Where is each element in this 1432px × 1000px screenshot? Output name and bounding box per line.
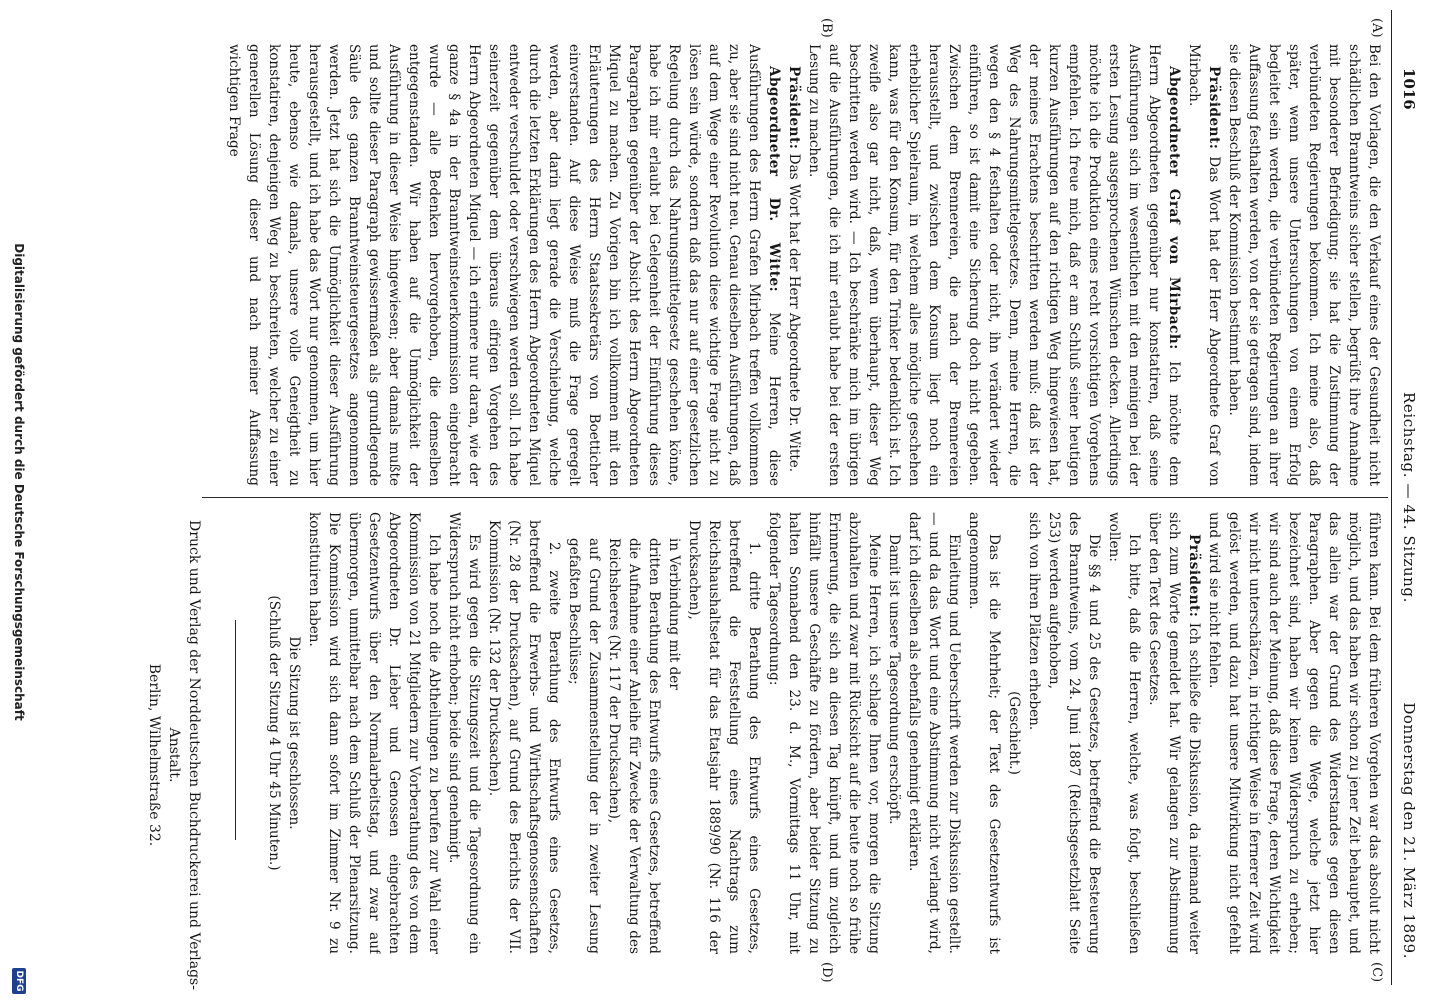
left-text-1: Das Wort hat der Herr Abgeordnete Graf von Mirbach. <box>1186 44 1222 486</box>
right-paragraph-1: führen kann. Bei dem früheren Vorgehen war das absolut nicht möglich, und das haben wir schon zu jener Zeit behauptet, und das allein war der Grund des Widerstandes gegen diesen Paragraphen. Aber gegen die Wege, welche jetzt hier bezeichnet sind, haben wir keinen Widerspruch zu erheben; wir sind auch der Meinung, daß diese Frage, deren Wichtigkeit wir nicht unterschätzen, in richtiger Weise in fernerer Zeit wird gelöst werden, und dazu hat unsere Mitwirkung nicht gefehlt und wird sie nicht fehlen. <box>1206 512 1382 954</box>
right-paragraph-10: Es wird gegen die Sitzungszeit und die Tagesordnung ein Widerspruch nicht erhoben; beide sind genehmigt. <box>446 512 482 954</box>
reaction-note: (Geschieht.) <box>1006 691 1022 775</box>
margin-marker-a: (A) <box>1369 18 1384 38</box>
right-paragraph-5: sich von ihren Plätzen erheben. <box>1026 512 1042 731</box>
left-column <box>214 44 1384 486</box>
agenda-1-number: 1. <box>746 542 762 555</box>
right-paragraph-8: Damit ist unsere Tagesordnung erschöpft. <box>886 534 902 825</box>
digitization-footer <box>8 0 28 1000</box>
left-speaker-line-3 <box>784 44 804 486</box>
right-paragraph-7: Einleitung und Ueberschrift werden zur Diskussion gestellt. — und da das Wort und eine Abstimmung nicht verlangt wird, darf ich dieselben als ebenfalls genehmigt erklären. <box>906 512 962 954</box>
dfg-logo-icon: DFG <box>12 968 26 994</box>
speaker-president: Präsident: <box>1206 66 1222 150</box>
left-paragraph-2: Ich möchte dem Herrn Abgeordneten gegenüber nur konstatiren, daß seine Ausführungen sich im wesentlichen mit den meinigen bei der ersten Lesung ausgesprochenen Wünschen decken. Allerdings möchte ich die Produktion eines recht vorsichtigen Vorgehens empfehlen. Ich freue mich, daß er am Schluß seiner heutigen kurzen Ausführungen auf den richtigen Weg hingewiesen hat, der meines Erachtens beschritten werden muß: daß ist der Weg des Nahrungsmittelgesetzes. Denn, meine Herren, die wegen den § 4 festhalten oder nicht, ihn verändert wieder einführen, so ist damit eine Sicherung doch nicht gegeben. Zwischen dem Brennereien, die nach der Brennereien herausstellt, und zwischen dem Konsum liegt noch ein erheblicher Spielraum, in welchem alles mögliche geschehen kann, was für den Konsum, für den Trinker bedenklich ist. Ich zweifle also gar nicht, daß, wenn überhaupt, dieser Weg beschritten werden wird. — Ich beschränke mich im übrigen auf die Ausführungen, die ich mir erlaubt habe bei der ersten Lesung zu machen. <box>806 44 1182 486</box>
right-paragraph-9: Meine Herren, ich schlage Ihnen vor, morgen die Sitzung abzuhalten und zwar mit Rücksicht auf die heute noch so frühe Erinnerung, die sich an diesen Tag knüpft, und um zugleich hinfällt unsere Geschäfte zu fördern, aber beider Sitzung zu halten Sonnabend den 23. d. M., Vormittags 11 Uhr, mit folgender Tagesordnung: <box>766 512 882 954</box>
agenda-1-sub-2: dritten Berathung des Entwurfs eines Gesetzes, betreffend die Aufnahme einer Anleihe für Zwecke der Verwaltung des Reichsheeres (Nr. 117 der Drucksachen), <box>606 538 662 954</box>
agenda-1-sub-3: auf Grund der Zusammenstellung der in zweiter Lesung gefaßten Beschlüsse; <box>566 538 602 954</box>
right-paragraph-11: Ich habe noch die Abtheilungen zu berufen zur Wahl einer Kommission von 21 Mitgliedern zur Vorberathung des von dem Abgeordneten Dr. Lieber und Genossen eingebrachten Gesetzentwurfs über den Normalarbeitstag, und zwar auf übermorgen, unmittelbar nach dem Schluß der Plenarsitzung. Die Kommission wird sich dann sofort im Zimmer Nr. 9 zu konstituiren haben. <box>306 512 442 954</box>
left-paragraph-3: Meine Herren, diese Ausführungen des Herrn Grafen Mirbach treffen vollkommen zu, aber sie sind nicht neu. Genau dieselben Ausführungen, daß auf dem Wege einer Revolution diese wichtige Frage nicht zu lösen sein würde, sondern daß das nur auf einer gesetzlichen Regelung durch das Nahrungsmittelgesetz geschehen könne, habe ich mir erlaubt bei Gelegenheit der Einführung dieses Paragraphen gegenüber der Absicht des Herrn Abgeordneten Miquel zu machen. Zu Vorigen bin ich vollkommen mit den Erläuterungen des Herrn Staatssekretärs von Boetticher einverstanden. Auf diese Weise muß die Frage geregelt werden, aber darin liegt gerade die Verschiebung, welche durch die letzten Erklärungen des Herrn Abgeordneten Miquel entweder verschuldet oder verschwiegen werden soll. Ich habe seinerzeit gegenüber dem überaus eifrigen Vorgehen des Herrn Abgeordneten Miquel — ich erinnere nur daran, wie der ganze § 4a in der Branntweinsteuerkommission eingebracht wurde — alle Bedenken hervorgehoben, die demselben entgegenstanden. Wir haben auf die Unmöglichkeit der Ausführung in dieser Weise hingewiesen; aber damals mußte und sollte dieser Paragraph gewissermaßen als grundlegende Säule des ganzen Branntweinsteuergesetzes angenommen werden. Jetzt hat sich die Unmöglichkeit dieser Ausführung herausgestellt, und ich habe das Wort nur genommen, um hier heute, ebenso wie damals, unsere volle Geneigtheit zu konstatiren, denjenigen Weg zu beschreiten, welcher zu einer generellen Lösung dieser und nach meiner Auffassung wichtigen Frage <box>226 44 782 486</box>
speaker-witte: Abgeordneter Dr. Witte: <box>766 66 782 293</box>
end-rule <box>235 620 236 840</box>
margin-marker-c: (C) <box>1369 962 1384 983</box>
header-title: Reichstag. — 44. Sitzung. <box>1400 392 1418 603</box>
agenda-2-text: zweite Berathung des Entwurfs eines Gesetzes, betreffend die Erwerbs- und Wirthschaftsgenossenschaften (Nr. 28 der Drucksachen), auf Grund des Berichts der VII. Kommission (Nr. 132 der Drucksachen). <box>486 520 562 954</box>
left-paragraph-1: Bei den Vorlagen, die den Verkauf eines der Gesundheit nicht schädlichen Branntweins sicher stellen, begrüßt ihre Annahme mit besonderer Befriedigung; sie hat die Zustimmung der verbündeten Regierungen bekommen. Ich meine also, daß später, wenn unsere Untersuchungen von einem Erfolg begleitet sein werden, die verbündeten Regierungen an ihrer Auffassung festhalten werden, von der sie getragen sind, indem sie diesen Beschluß der Kommission bestimmt haben. <box>1226 44 1382 486</box>
speaker-president-3: Präsident: <box>1186 534 1202 618</box>
agenda-1-text: dritte Berathung des Entwurfs eines Gesetzes, betreffend die Feststellung eines Nachtrags zum Reichshaushaltsetat für das Etatsjahr 1889/90 (Nr. 116 der Drucksachen), <box>686 520 762 954</box>
header-date: Donnerstag den 21. März 1889. <box>1400 702 1418 959</box>
left-speaker-line-1 <box>1184 44 1224 486</box>
page-number: 1016 <box>1400 68 1418 110</box>
right-column <box>246 512 1384 954</box>
right-paragraph-12: Die Sitzung ist geschlossen. <box>286 636 302 830</box>
speaker-president-2: Präsident: <box>786 66 802 150</box>
margin-marker-d: (D) <box>819 962 834 983</box>
right-paragraph-2: Ich schließe die Diskussion, da niemand weiter sich zum Worte gemeldet hat. Wir gelangen zur Abstimmung über den Text des Gesetzes. <box>1146 512 1202 954</box>
right-paragraph-4: Die §§ 4 und 25 des Gesetzes, betreffend die Besteuerung des Branntweins, vom 24. Juni 1887 (Reichsgesetzblatt Seite 253) werden aufgehoben, <box>1046 512 1102 954</box>
closing-note: (Schluß der Sitzung 4 Uhr 45 Minuten.) <box>266 595 282 871</box>
column-divider <box>202 497 1388 498</box>
speaker-mirbach: Abgeordneter Graf von Mirbach: <box>1166 66 1182 350</box>
right-paragraph-3: Ich bitte, daß die Herren, welche, was folgt, beschließen wollen: <box>1106 512 1142 954</box>
imprint-line-2: Berlin, Wilhelmstraße 32. <box>146 663 162 847</box>
agenda-1-sub-1: in Verbindung mit der <box>666 538 682 690</box>
left-speaker-line-2 <box>804 44 1184 486</box>
running-header <box>1391 10 1418 985</box>
right-paragraph-6: Das ist die Mehrheit; der Text des Gesetzentwurfs ist angenommen. <box>966 512 1002 954</box>
footer-text: Digitalisierung gefördert durch die Deutsche Forschungsgemeinschaft <box>12 243 26 721</box>
right-speaker-line-1 <box>1144 512 1204 954</box>
printer-imprint <box>144 520 204 990</box>
imprint-line-1: Druck und Verlag der Norddeutschen Buchdruckerei und Verlags-Anstalt. <box>166 520 202 990</box>
left-text-3: Das Wort hat der Herr Abgeordnete Dr. Witte. <box>786 153 802 473</box>
margin-marker-b: (B) <box>819 18 834 38</box>
agenda-2-number: 2. <box>546 542 562 555</box>
agenda-item-2 <box>484 512 564 954</box>
agenda-item-1 <box>564 512 764 954</box>
left-speaker-line-4 <box>224 44 784 486</box>
